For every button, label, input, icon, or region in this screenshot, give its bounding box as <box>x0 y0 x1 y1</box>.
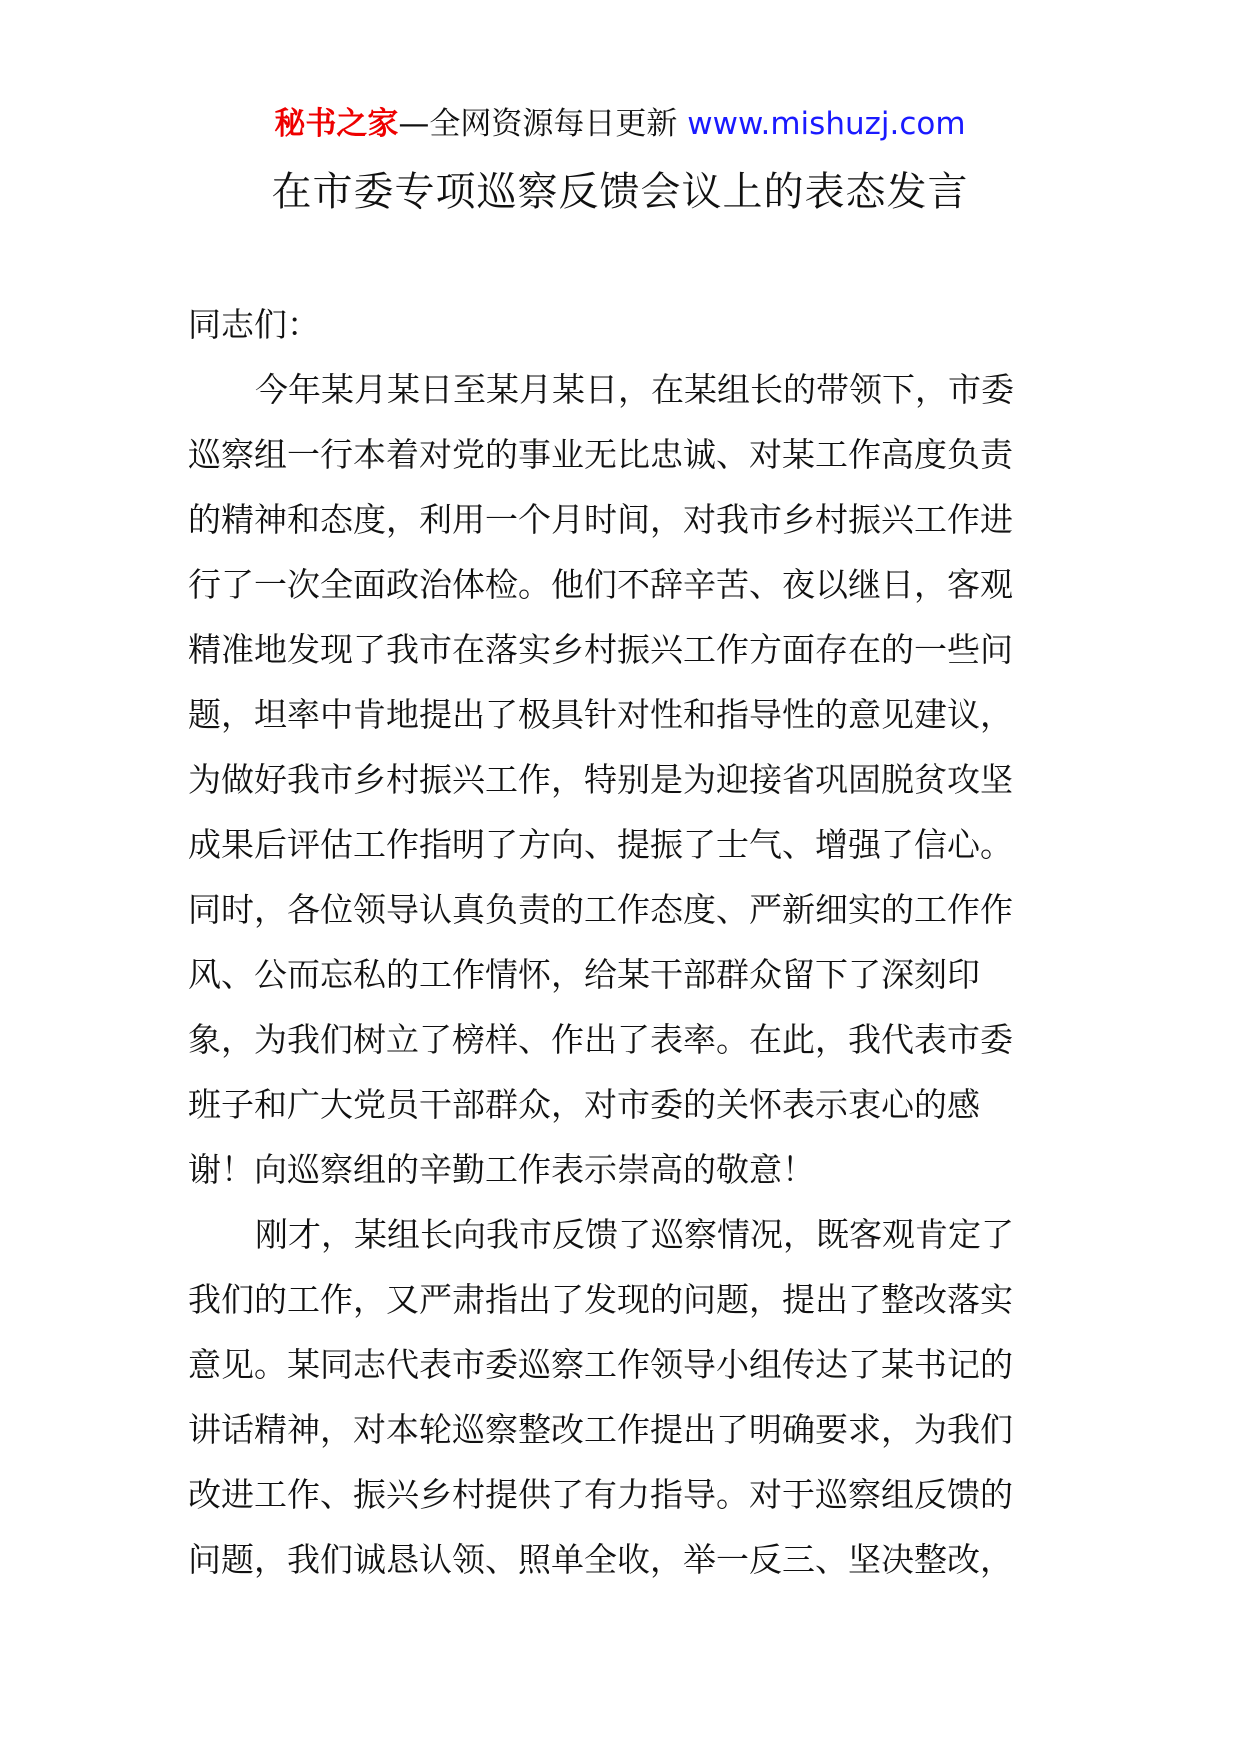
document-title: 在市委专项巡察反馈会议上的表态发言 <box>271 169 969 215</box>
paragraph-line: 今年某月某日至某月某日，在某组长的带领下，市委 <box>255 370 1014 409</box>
paragraph-line: 风、公而忘私的工作情怀，给某干部群众留下了深刻印 <box>188 955 980 994</box>
site-brand: 秘书之家 <box>274 106 399 142</box>
salutation-line: 同志们： <box>188 305 320 344</box>
paragraph-line: 讲话精神，对本轮巡察整改工作提出了明确要求，为我们 <box>188 1410 1013 1449</box>
paragraph-line: 谢！向巡察组的辛勤工作表示崇高的敬意！ <box>188 1150 815 1189</box>
paragraph-line: 象，为我们树立了榜样、作出了表率。在此，我代表市委 <box>188 1020 1013 1059</box>
paragraph-line: 巡察组一行本着对党的事业无比忠诚、对某工作高度负责 <box>188 435 1013 474</box>
paragraph-line: 行了一次全面政治体检。他们不辞辛苦、夜以继日，客观 <box>188 565 1013 604</box>
paragraph-line: 的精神和态度，利用一个月时间，对我市乡村振兴工作进 <box>188 500 1013 539</box>
paragraph-line: 刚才，某组长向我市反馈了巡察情况，既客观肯定了 <box>255 1215 1014 1254</box>
site-url-link[interactable]: www.mishuzj.com <box>687 106 966 142</box>
paragraph-line: 我们的工作，又严肃指出了发现的问题，提出了整改落实 <box>188 1280 1013 1319</box>
paragraph-line: 成果后评估工作指明了方向、提振了士气、增强了信心。 <box>188 825 1013 864</box>
paragraph-line: 问题，我们诚恳认领、照单全收，举一反三、坚决整改， <box>188 1540 1013 1579</box>
site-slogan: —全网资源每日更新 <box>398 106 688 142</box>
paragraph-line: 精准地发现了我市在落实乡村振兴工作方面存在的一些问 <box>188 630 1013 669</box>
paragraph-line: 题，坦率中肯地提出了极具针对性和指导性的意见建议， <box>188 695 1013 734</box>
paragraph-line: 改进工作、振兴乡村提供了有力指导。对于巡察组反馈的 <box>188 1475 1013 1514</box>
paragraph-line: 同时，各位领导认真负责的工作态度、严新细实的工作作 <box>188 890 1013 929</box>
paragraph-line: 为做好我市乡村振兴工作，特别是为迎接省巩固脱贫攻坚 <box>188 760 1013 799</box>
site-banner <box>0 102 1240 146</box>
document-body <box>188 292 1058 1592</box>
paragraph-line: 班子和广大党员干部群众，对市委的关怀表示衷心的感 <box>188 1085 980 1124</box>
paragraph-line: 意见。某同志代表市委巡察工作领导小组传达了某书记的 <box>188 1345 1013 1384</box>
